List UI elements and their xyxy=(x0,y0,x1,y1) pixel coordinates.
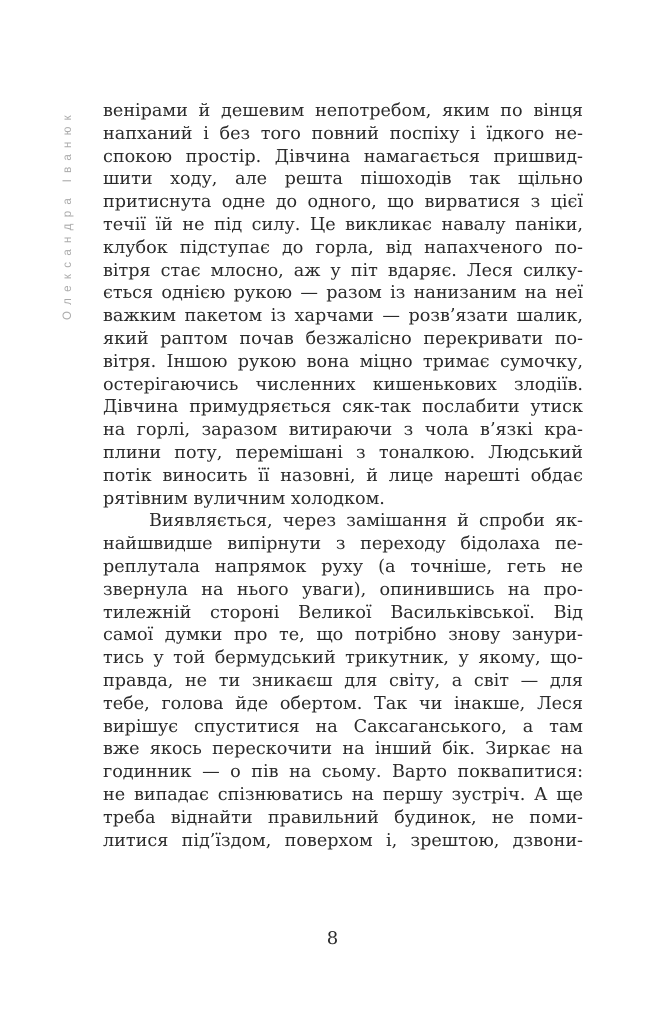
text-line: важким пакетом із харчами — розв’язати шалик, xyxy=(103,306,583,327)
text-line: клубок підступає до горла, від напахченого по- xyxy=(103,237,583,258)
text-line: потік виносить її назовні, й лице нарешті обдає xyxy=(103,465,583,486)
text-line: вже якось перескочити на інший бік. Зиркає на xyxy=(103,739,583,760)
text-line: рятівним вуличним холодком. xyxy=(103,488,385,509)
text-line: Виявляється, через замішання й спроби як- xyxy=(149,511,583,532)
text-line: треба віднайти правильний будинок, не поми- xyxy=(103,807,583,828)
text-line: тись у той бермудський трикутник, у якому, що- xyxy=(103,648,583,669)
text-line: на горлі, заразом витираючи з чола в’язкі кра- xyxy=(103,420,583,441)
page-body-text xyxy=(103,100,583,852)
text-line: Дівчина примудряється сяк-так послабити утиск xyxy=(103,397,583,418)
text-line: шити ходу, але решта пішоходів так щільно xyxy=(103,169,583,190)
running-head-author: Олександра Іванюк xyxy=(62,109,74,320)
text-line: тебе, голова йде обертом. Так чи інакше, Леся xyxy=(103,693,583,714)
text-line: литися під’їздом, поверхом і, зрештою, дзвони- xyxy=(103,830,583,851)
text-line: найшвидше випірнути з переходу бідолаха пе- xyxy=(103,534,583,555)
text-line: самої думки про те, що потрібно знову занури- xyxy=(103,625,583,646)
text-line: притиснута одне до одного, що вирватися з цієї xyxy=(103,192,583,213)
text-line: який раптом почав безжалісно перекривати по- xyxy=(103,328,583,349)
text-line: венірами й дешевим непотребом, яким по вінця xyxy=(103,101,583,121)
text-line: течії їй не під силу. Це викликає навалу паніки, xyxy=(103,214,583,235)
text-line: не випадає спізнюватись на першу зустріч. А ще xyxy=(103,784,583,805)
text-line: ється однією рукою — разом із нанизаним на неї xyxy=(103,283,583,304)
text-line: остерігаючись численних кишенькових злодіїв. xyxy=(103,374,583,395)
text-line: напханий і без того повний поспіху і їдкого не- xyxy=(103,123,583,144)
text-line: звернула на нього уваги), опинившись на про- xyxy=(103,579,583,600)
text-line: вітря стає млосно, аж у піт вдаряє. Леся силку- xyxy=(103,260,583,281)
text-line: тилежній стороні Великої Васильківської. Від xyxy=(103,602,583,623)
text-line: правда, не ти зникаєш для світу, а світ — для xyxy=(103,670,583,691)
text-line: вітря. Іншою рукою вона міцно тримає сумочку, xyxy=(103,351,583,372)
text-line: вирішує спуститися на Саксаганського, а там xyxy=(103,716,583,737)
text-line: спокою простір. Дівчина намагається пришвид- xyxy=(103,146,583,167)
text-line: реплутала напрямок руху (а точніше, геть не xyxy=(103,556,583,577)
page-number: 8 xyxy=(326,928,339,949)
text-line: плини поту, перемішані з тоналкою. Людський xyxy=(103,442,583,463)
text-line: годинник — о пів на сьому. Варто поквапитися: xyxy=(103,762,583,783)
